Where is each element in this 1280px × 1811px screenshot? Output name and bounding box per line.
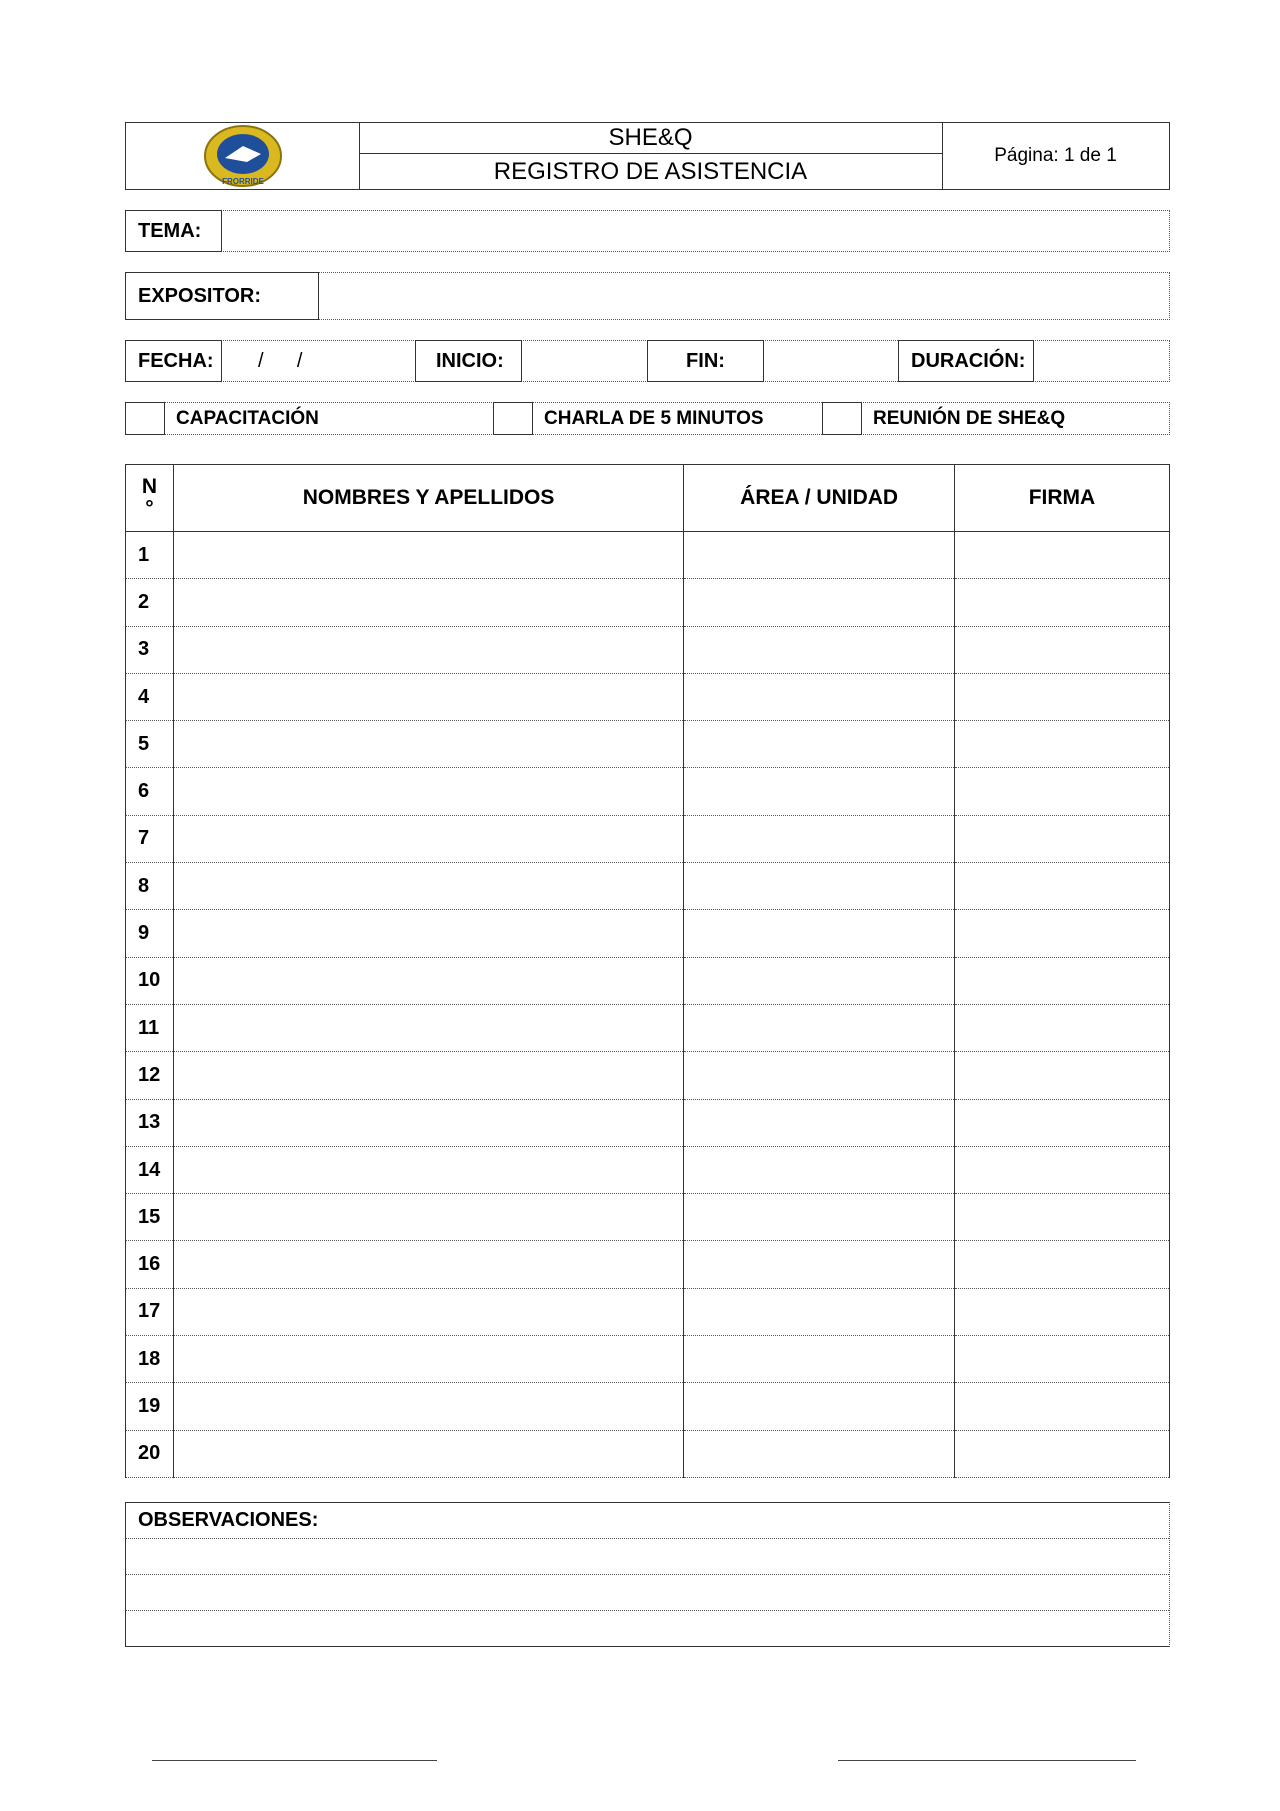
table-row: [126, 626, 1170, 673]
table-row: [126, 532, 1170, 579]
document-subtitle: REGISTRO DE ASISTENCIA: [493, 158, 808, 185]
tema-label: TEMA:: [125, 210, 222, 252]
row-name-cell[interactable]: [173, 1194, 683, 1241]
row-name-cell[interactable]: [173, 1004, 683, 1051]
charla-label: CHARLA DE 5 MINUTOS: [544, 407, 764, 429]
row-number: 15: [126, 1194, 174, 1241]
row-number: 18: [126, 1336, 174, 1383]
row-name-cell[interactable]: [173, 1383, 683, 1430]
row-name-cell[interactable]: [173, 863, 683, 910]
fecha-label: FECHA:: [125, 340, 222, 382]
observaciones-label: OBSERVACIONES:: [126, 1503, 1169, 1539]
table-row: [126, 1241, 1170, 1288]
table-row: [126, 815, 1170, 862]
row-name-cell[interactable]: [173, 626, 683, 673]
row-number: 17: [126, 1288, 174, 1335]
reunion-label: REUNIÓN DE SHE&Q: [873, 407, 1066, 429]
title-cell: [359, 123, 943, 189]
row-area-cell[interactable]: [684, 1194, 955, 1241]
reunion-checkbox[interactable]: [822, 402, 862, 435]
table-row: [126, 1099, 1170, 1146]
row-firma-cell[interactable]: [954, 579, 1169, 626]
row-name-cell[interactable]: [173, 1099, 683, 1146]
row-firma-cell[interactable]: [954, 1194, 1169, 1241]
row-number: 4: [126, 673, 174, 720]
row-name-cell[interactable]: [173, 673, 683, 720]
fin-field[interactable]: [764, 340, 898, 382]
row-name-cell[interactable]: [173, 1336, 683, 1383]
table-row: [126, 673, 1170, 720]
row-firma-cell[interactable]: [954, 673, 1169, 720]
row-firma-cell[interactable]: [954, 1099, 1169, 1146]
row-name-cell[interactable]: [173, 579, 683, 626]
row-area-cell[interactable]: [684, 532, 955, 579]
row-name-cell[interactable]: [173, 1241, 683, 1288]
row-firma-cell[interactable]: [954, 957, 1169, 1004]
document-header: [125, 122, 1170, 190]
col-number-header: [126, 465, 174, 532]
row-number: 19: [126, 1383, 174, 1430]
observaciones-line[interactable]: [126, 1575, 1169, 1611]
row-name-cell[interactable]: [173, 1430, 683, 1477]
row-area-cell[interactable]: [684, 1288, 955, 1335]
row-name-cell[interactable]: [173, 721, 683, 768]
row-number: 11: [126, 1004, 174, 1051]
duracion-field[interactable]: [1034, 340, 1170, 382]
row-area-cell[interactable]: [684, 1052, 955, 1099]
expositor-label: EXPOSITOR:: [125, 272, 319, 320]
row-firma-cell[interactable]: [954, 1430, 1169, 1477]
table-row: [126, 910, 1170, 957]
row-number: 5: [126, 721, 174, 768]
logo-text: FRORRIDE: [221, 177, 264, 186]
row-area-cell[interactable]: [684, 1099, 955, 1146]
row-number: 14: [126, 1146, 174, 1193]
col-area-header: ÁREA / UNIDAD: [684, 465, 955, 532]
inicio-label: INICIO:: [415, 340, 522, 382]
table-row: [126, 863, 1170, 910]
row-firma-cell[interactable]: [954, 1052, 1169, 1099]
signature-line-left[interactable]: [152, 1760, 437, 1761]
col-number-degree: °: [145, 497, 154, 520]
row-firma-cell[interactable]: [954, 1336, 1169, 1383]
duracion-label: DURACIÓN:: [898, 340, 1034, 382]
charla-checkbox[interactable]: [493, 402, 533, 435]
signature-line-right[interactable]: [838, 1760, 1136, 1761]
row-area-cell[interactable]: [684, 910, 955, 957]
tema-field[interactable]: [125, 210, 1170, 252]
row-area-cell[interactable]: [684, 673, 955, 720]
row-area-cell[interactable]: [684, 579, 955, 626]
row-area-cell[interactable]: [684, 1004, 955, 1051]
row-area-cell[interactable]: [684, 863, 955, 910]
row-number: 12: [126, 1052, 174, 1099]
attendance-table: [125, 464, 1170, 1478]
col-firma-header: FIRMA: [954, 465, 1169, 532]
row-firma-cell[interactable]: [954, 1146, 1169, 1193]
table-row: [126, 1336, 1170, 1383]
table-row: [126, 1194, 1170, 1241]
row-area-cell[interactable]: [684, 957, 955, 1004]
row-area-cell[interactable]: [684, 1430, 955, 1477]
col-names-header: NOMBRES Y APELLIDOS: [173, 465, 683, 532]
table-row: [126, 1004, 1170, 1051]
row-area-cell[interactable]: [684, 768, 955, 815]
row-firma-cell[interactable]: [954, 532, 1169, 579]
row-name-cell[interactable]: [173, 532, 683, 579]
capacitacion-checkbox[interactable]: [125, 402, 165, 435]
col-number-label: N: [141, 475, 158, 498]
row-number: 2: [126, 579, 174, 626]
table-row: [126, 579, 1170, 626]
row-area-cell[interactable]: [684, 1241, 955, 1288]
row-name-cell[interactable]: [173, 1146, 683, 1193]
row-name-cell[interactable]: [173, 910, 683, 957]
table-row: [126, 1430, 1170, 1477]
document-title: SHE&Q: [359, 123, 942, 154]
row-number: 3: [126, 626, 174, 673]
table-row: [126, 1146, 1170, 1193]
table-row: [126, 721, 1170, 768]
table-row: [126, 1052, 1170, 1099]
observaciones-line[interactable]: [126, 1611, 1169, 1645]
row-area-cell[interactable]: [684, 1383, 955, 1430]
logo-cell: [126, 123, 360, 189]
fin-label: FIN:: [647, 340, 764, 382]
row-firma-cell[interactable]: [954, 1288, 1169, 1335]
row-firma-cell[interactable]: [954, 1383, 1169, 1430]
row-number: 13: [126, 1099, 174, 1146]
row-name-cell[interactable]: [173, 815, 683, 862]
row-firma-cell[interactable]: [954, 721, 1169, 768]
row-area-cell[interactable]: [684, 626, 955, 673]
row-number: 20: [126, 1430, 174, 1477]
row-name-cell[interactable]: [173, 768, 683, 815]
table-row: [126, 768, 1170, 815]
row-number: 6: [126, 768, 174, 815]
observaciones-line[interactable]: [126, 1539, 1169, 1575]
capacitacion-label: CAPACITACIÓN: [176, 407, 319, 429]
row-name-cell[interactable]: [173, 957, 683, 1004]
row-firma-cell[interactable]: [954, 910, 1169, 957]
row-firma-cell[interactable]: [954, 815, 1169, 862]
row-number: 1: [126, 532, 174, 579]
row-firma-cell[interactable]: [954, 1241, 1169, 1288]
row-number: 7: [126, 815, 174, 862]
company-logo: [203, 124, 283, 188]
row-firma-cell[interactable]: [954, 768, 1169, 815]
row-number: 10: [126, 957, 174, 1004]
table-row: [126, 957, 1170, 1004]
row-name-cell[interactable]: [173, 1288, 683, 1335]
row-area-cell[interactable]: [684, 721, 955, 768]
page-number: Página: 1 de 1: [994, 145, 1117, 166]
row-area-cell[interactable]: [684, 1146, 955, 1193]
table-row: [126, 1383, 1170, 1430]
table-row: [126, 1288, 1170, 1335]
row-area-cell[interactable]: [684, 1336, 955, 1383]
inicio-field[interactable]: [522, 340, 647, 382]
row-name-cell[interactable]: [173, 1052, 683, 1099]
row-number: 16: [126, 1241, 174, 1288]
row-number: 8: [126, 863, 174, 910]
row-firma-cell[interactable]: [954, 1004, 1169, 1051]
row-firma-cell[interactable]: [954, 626, 1169, 673]
table-header-row: [126, 465, 1170, 532]
row-firma-cell[interactable]: [954, 863, 1169, 910]
observaciones-box[interactable]: [125, 1502, 1170, 1647]
fecha-date-separators[interactable]: / /: [258, 349, 303, 372]
row-area-cell[interactable]: [684, 815, 955, 862]
row-number: 9: [126, 910, 174, 957]
